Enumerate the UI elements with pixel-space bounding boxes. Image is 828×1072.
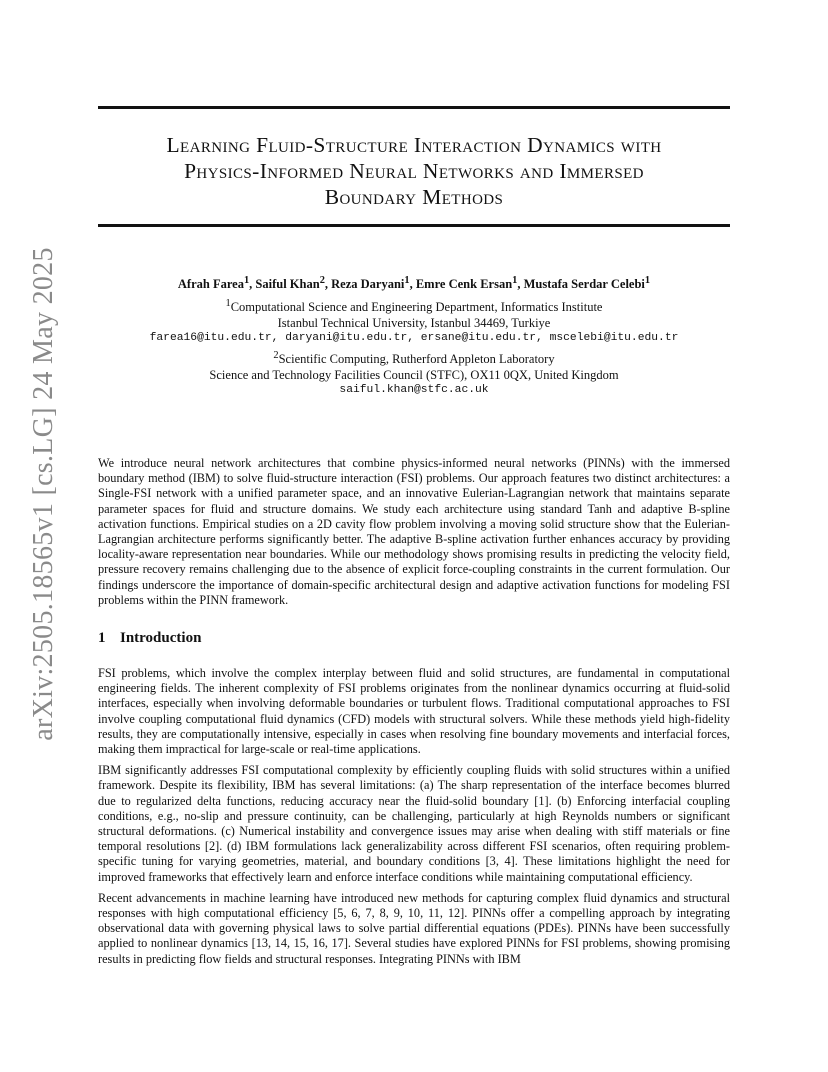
body-paragraph: FSI problems, which involve the complex interplay between fluid and solid structures, are fundamental in computational engineering fields. The inherent complexity of FSI problems originates from the nonlinear dynamics occurring at fluid-solid interfaces, especially when involving deformable boundaries or turbulent flows. Traditional computational approaches to FSI involve coupling computational fluid dynamics (CFD) models with structural solvers. While these methods yield high-fidelity results, they are computationally intensive, especially in cases when resolving fine boundary movements and interfacial forces, making them impractical for large-scale or real-time applications. [98, 666, 730, 757]
author-affiliation-mark: 1 [404, 275, 410, 286]
title-line: Physics-Informed Neural Networks and Immersed [184, 159, 644, 183]
affiliation-emails: saiful.khan@stfc.ac.uk [339, 384, 489, 397]
author-affiliation-mark: 1 [243, 275, 250, 286]
author-list: Afrah Farea$^1$, Saiful Khan$^2$, Reza Daryani$^1$, Emre Cenk Ersan$^1$, Mustafa Serdar Celebi$^1$ [177, 275, 651, 292]
affiliation-mark: 2 [273, 350, 279, 361]
author-name: Saiful Khan [255, 277, 320, 292]
author-name: Afrah Farea [177, 277, 244, 292]
affiliation-emails: farea16@itu.edu.tr, daryani@itu.edu.tr, ersane@itu.edu.tr, mscelebi@itu.edu.tr [149, 332, 679, 345]
section-body [98, 666, 730, 973]
arxiv-identifier: arXiv:2505.18565v1 [cs.LG] 24 May 2025 [28, 247, 59, 741]
section-heading [98, 630, 201, 647]
paper-title [98, 132, 730, 210]
title-line: Boundary Methods [324, 185, 504, 209]
body-paragraph: IBM significantly addresses FSI computational complexity by efficiently coupling fluids with solid structures within a unified framework. Despite its flexibility, IBM has several limitations: (a) The sharp representation of the interface becomes blurred due to regularized delta functions, reducing accuracy near the fluid-solid boundary [1]. (b) Enforcing interfacial coupling conditions, e.g., no-slip and pressure continuity, can be challenging, particularly at high Reynolds numbers or significant structural deformations. (c) Numerical instability and convergence issues may arise when dealing with stiff materials or fine temporal resolutions [2]. (d) IBM formulations lack generalizability across different FSI scenarios, often requiring problem-specific tuning for varying geometries, material, and boundary conditions [3, 4]. These limitations highlight the need for improved frameworks that effectively learn and enforce interface conditions while maintaining computational efficiency. [98, 763, 730, 884]
author-name: Mustafa Serdar Celebi [523, 277, 645, 292]
abstract-text: We introduce neural network architectures that combine physics-informed neural networks (PINNs) with the immersed boundary method (IBM) to solve fluid-structure interaction (FSI) problems. Our approach features two distinct architectures: a Single-FSI network with a unified parameter space, and an innovative Eulerian-Lagrangian network that maintains separate parameter spaces for fluid and structure domains. We study each architecture using standard Tanh and adaptive B-spline activation functions. Empirical studies on a 2D cavity flow problem involving a moving solid structure show that the Eulerian-Lagrangian architecture performs significantly better. The adaptive B-spline activation further enhances accuracy by providing locality-aware representation near boundaries. While our methodology shows promising results in predicting the velocity field, pressure recovery remains challenging due to the absence of explicit force-coupling constraints in the current formulation. Our findings underscore the importance of domain-specific architectural design and adaptive activation functions for modeling FSI problems within the PINN framework. [98, 456, 730, 607]
affiliation-department: Scientific Computing, Rutherford Appleton Laboratory [278, 352, 555, 367]
title-top-rule [98, 106, 730, 109]
author-affiliation-mark: 1 [512, 275, 518, 286]
affiliation-institution: Science and Technology Facilities Council (STFC), OX11 0QX, United Kingdom [209, 367, 619, 382]
author-name: Reza Daryani [331, 277, 405, 292]
affiliation-department: Computational Science and Engineering Department, Informatics Institute [230, 300, 603, 315]
affiliation-1 [98, 296, 730, 347]
body-paragraph: Recent advancements in machine learning have introduced new methods for capturing complex fluid dynamics and structural responses with high computational efficiency [5, 6, 7, 8, 9, 10, 11, 12]. PINNs offer a compelling approach by integrating observational data with governing physical laws to solve partial differential equations (PDEs). PINNs have been successfully applied to nonlinear dynamics [13, 14, 15, 16, 17]. Several studies have explored PINNs for FSI problems, showing promising results in predicting flow fields and structural responses. Integrating PINNs with IBM [98, 890, 730, 966]
author-affiliation-mark: 2 [319, 275, 325, 286]
author-affiliation-mark: 1 [644, 275, 651, 286]
affiliation-institution: Istanbul Technical University, Istanbul 34469, Turkiye [277, 315, 551, 330]
title-bottom-rule [98, 224, 730, 227]
section-title: Introduction [120, 630, 202, 646]
section-number: 1 [98, 630, 106, 646]
affiliation-2 [98, 348, 730, 399]
arxiv-side-stamp [22, 247, 66, 741]
author-name: Emre Cenk Ersan [415, 277, 513, 292]
title-line: Learning Fluid-Structure Interaction Dynamics with [166, 133, 662, 157]
affiliation-mark: 1 [225, 298, 231, 309]
